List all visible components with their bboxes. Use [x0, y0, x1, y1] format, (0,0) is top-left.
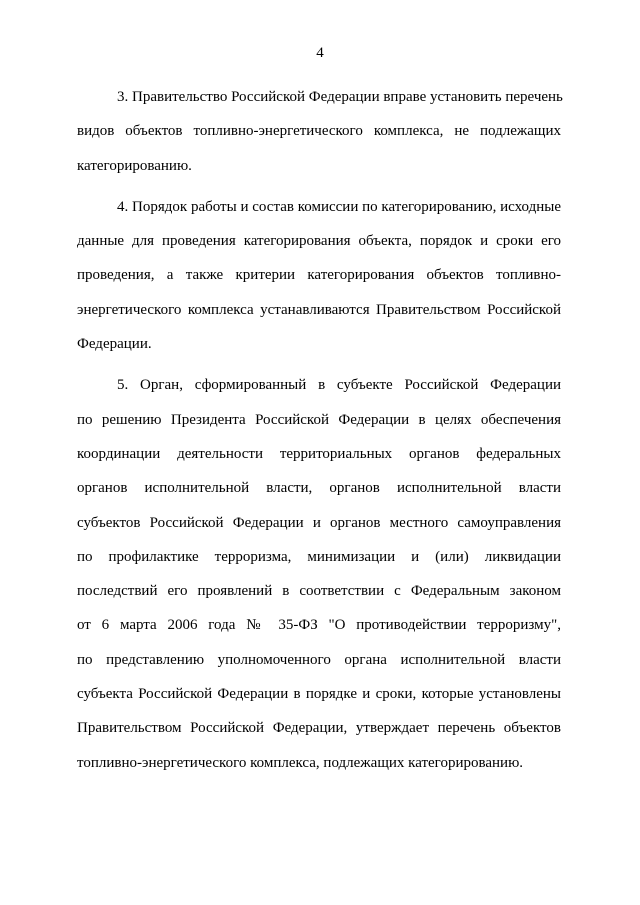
paragraph-line: координации деятельности территориальных органов федеральных: [77, 445, 561, 462]
paragraph-line: категорированию.: [77, 157, 192, 174]
paragraph-line: энергетического комплекса устанавливаются Правительством Российской: [77, 301, 561, 318]
paragraph-line: видов объектов топливно-энергетического комплекса, не подлежащих: [77, 123, 561, 140]
paragraph-line: от 6 марта 2006 года № 35-ФЗ "О противодействии терроризму",: [77, 617, 561, 634]
paragraph-line: органов исполнительной власти, органов исполнительной власти: [77, 480, 561, 497]
paragraph-line: по представлению уполномоченного органа исполнительной власти: [77, 651, 561, 668]
paragraph-line: данные для проведения категорирования объекта, порядок и сроки его: [77, 233, 561, 250]
paragraph-4: [77, 190, 561, 361]
paragraph-line: Федерации.: [77, 336, 152, 353]
paragraph-line: по решению Президента Российской Федерации в целях обеспечения: [77, 411, 561, 428]
paragraph-3: [77, 80, 561, 183]
document-body: [77, 80, 561, 787]
paragraph-line: топливно-энергетического комплекса, подлежащих категорированию.: [77, 754, 524, 771]
paragraph-line: Правительством Российской Федерации, утверждает перечень объектов: [77, 720, 561, 737]
paragraph-line: 3. Правительство Российской Федерации вправе установить перечень: [117, 89, 563, 105]
paragraph-line: последствий его проявлений в соответствии с Федеральным законом: [77, 583, 561, 600]
paragraph-line: 4. Порядок работы и состав комиссии по категорированию, исходные: [117, 198, 561, 215]
paragraph-line: субъекта Российской Федерации в порядке и сроки, которые установлены: [77, 686, 561, 703]
paragraph-line: субъектов Российской Федерации и органов местного самоуправления: [77, 514, 561, 531]
paragraph-line: по профилактике терроризма, минимизации и (или) ликвидации: [77, 548, 561, 565]
paragraph-5: [77, 368, 561, 780]
paragraph-line: проведения, а также критерии категорирования объектов топливно-: [77, 267, 561, 284]
page-number: 4: [316, 45, 324, 61]
paragraph-line: 5. Орган, сформированный в субъекте Российской Федерации: [117, 377, 561, 394]
